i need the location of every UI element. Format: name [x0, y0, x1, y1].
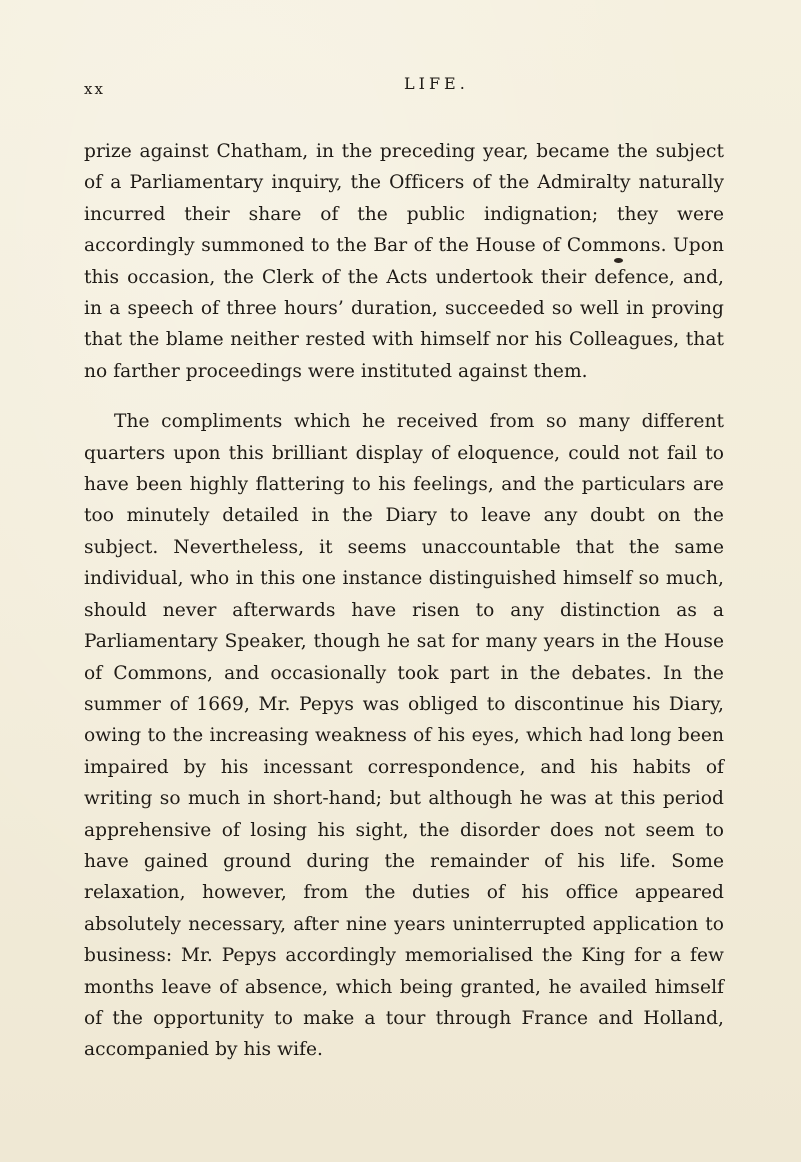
- body-text: [84, 136, 724, 1066]
- page-number: xx: [84, 80, 105, 98]
- paragraph: prize against Chatham, in the preceding year, became the subject of a Parliamentary inquiry, the Officers of the Admiralty naturally incurred their share of the public indignation; they were accordingly summoned to the Bar of the House of Commons. Upon this occasion, the Clerk of the Acts undertook their defence, and, in a speech of three hours’ duration, succeeded so well in proving that the blame neither rested with himself nor his Colleagues, that no farther proceedings were instituted against them.: [84, 141, 724, 382]
- paragraph: The compliments which he received from so many different quarters upon this brilliant display of eloquence, could not fail to have been highly flattering to his feelings, and the particulars are too minutely detailed in the Diary to leave any doubt on the subject. Nevertheless, it seems unaccountable that the same individual, who in this one instance distinguished himself so much, should never afterwards have risen to any distinction as a Parliamentary Speaker, though he sat for many years in the House of Commons, and occasionally took part in the debates. In the summer of 1669, Mr. Pepys was obliged to discontinue his Diary, owing to the increasing weakness of his eyes, which had long been impaired by his incessant correspondence, and his habits of writing so much in short-hand; but although he was at this period apprehensive of losing his sight, the disorder does not seem to have gained ground during the remainder of his life. Some relaxation, however, from the duties of his office appeared absolutely necessary, after nine years uninterrupted application to business: Mr. Pepys accordingly memorialised the King for a few months leave of absence, which being granted, he availed himself of the opportunity to make a tour through France and Holland, accompanied by his wife.: [84, 411, 724, 1061]
- ink-blot-mark: [614, 258, 623, 263]
- page-header: [84, 74, 717, 100]
- running-title: LIFE.: [404, 74, 469, 93]
